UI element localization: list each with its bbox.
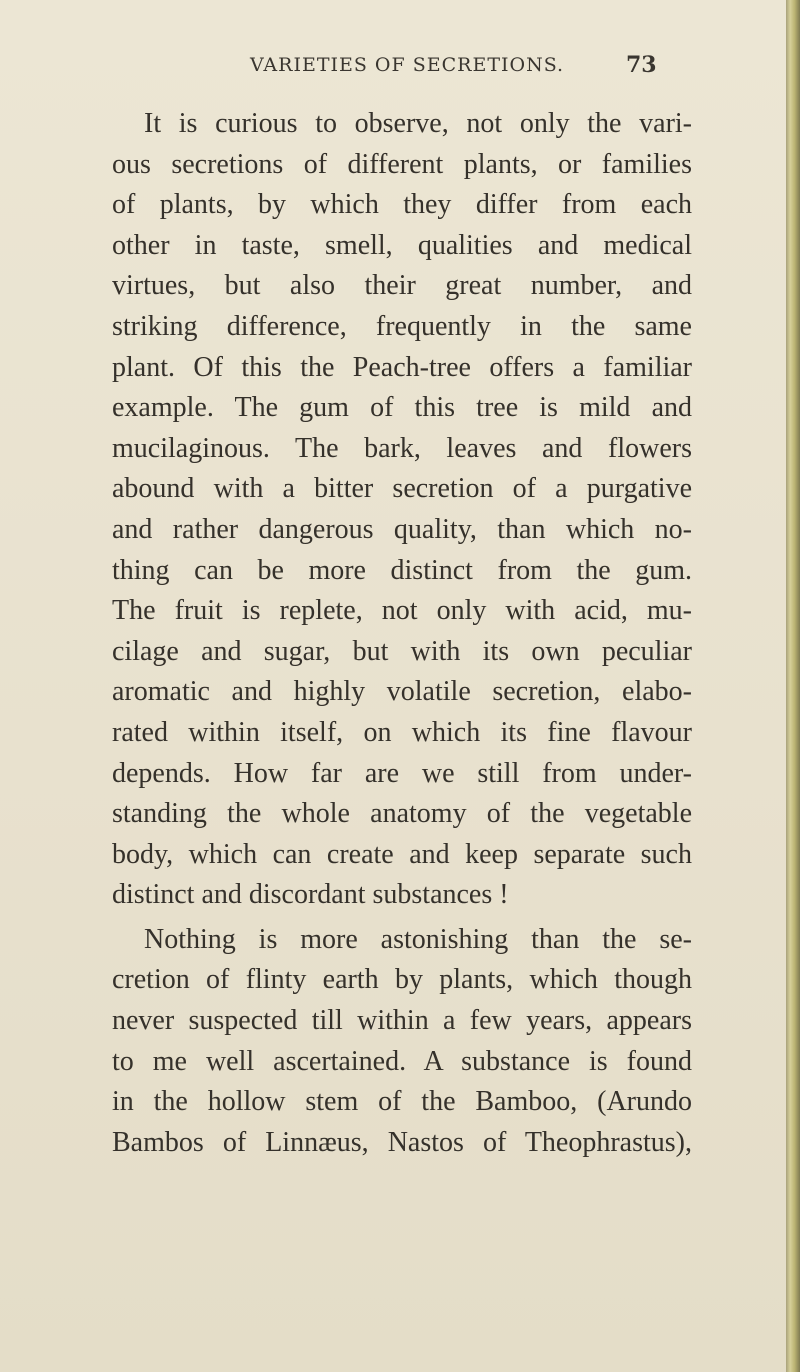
page-number: 73 — [626, 52, 657, 78]
text-line: other in taste, smell, qualities and medical — [112, 229, 692, 261]
text-line: and rather dangerous quality, than which no- — [112, 513, 692, 545]
text-line: never suspected till within a few years, appears — [112, 1005, 692, 1037]
text-line: plant. Of this the Peach-tree offers a familiar — [112, 351, 692, 383]
text-line: to me well ascertained. A substance is found — [112, 1045, 692, 1077]
text-line: aromatic and highly volatile secretion, elabo- — [112, 676, 692, 708]
page-edge — [786, 0, 800, 1372]
text-line: thing can be more distinct from the gum. — [112, 554, 692, 586]
text-line: body, which can create and keep separate such — [112, 838, 692, 870]
text-line: striking difference, frequently in the same — [112, 310, 692, 342]
text-line: abound with a bitter secretion of a purgative — [112, 473, 692, 505]
text-line: mucilaginous. The bark, leaves and flowers — [112, 432, 692, 464]
text-line: virtues, but also their great number, and — [112, 270, 692, 302]
text-line: The fruit is replete, not only with acid, mu- — [112, 595, 692, 627]
text-line: Nothing is more astonishing than the se- — [144, 923, 692, 955]
text-line: It is curious to observe, not only the vari- — [144, 108, 692, 139]
text-line: standing the whole anatomy of the vegetable — [112, 798, 692, 830]
text-line: example. The gum of this tree is mild and — [112, 392, 692, 424]
paragraph-1 — [112, 104, 692, 916]
text-line: rated within itself, on which its fine flavour — [112, 716, 692, 748]
text-line: Bambos of Linnæus, Nastos of Theophrastus), — [112, 1126, 692, 1158]
text-line: ous secretions of different plants, or families — [112, 148, 692, 180]
text-line: of plants, by which they differ from each — [112, 189, 692, 221]
text-line: in the hollow stem of the Bamboo, (Arundo — [112, 1086, 692, 1118]
text-line: cilage and sugar, but with its own peculiar — [112, 635, 692, 667]
running-title: VARIETIES OF SECRETIONS. — [250, 54, 565, 76]
body-text — [112, 104, 692, 1163]
text-line: cretion of flinty earth by plants, which though — [112, 964, 692, 996]
paragraph-2 — [112, 920, 692, 1164]
text-line: distinct and discordant substances ! — [112, 879, 509, 911]
text-line: depends. How far are we still from under- — [112, 757, 692, 789]
